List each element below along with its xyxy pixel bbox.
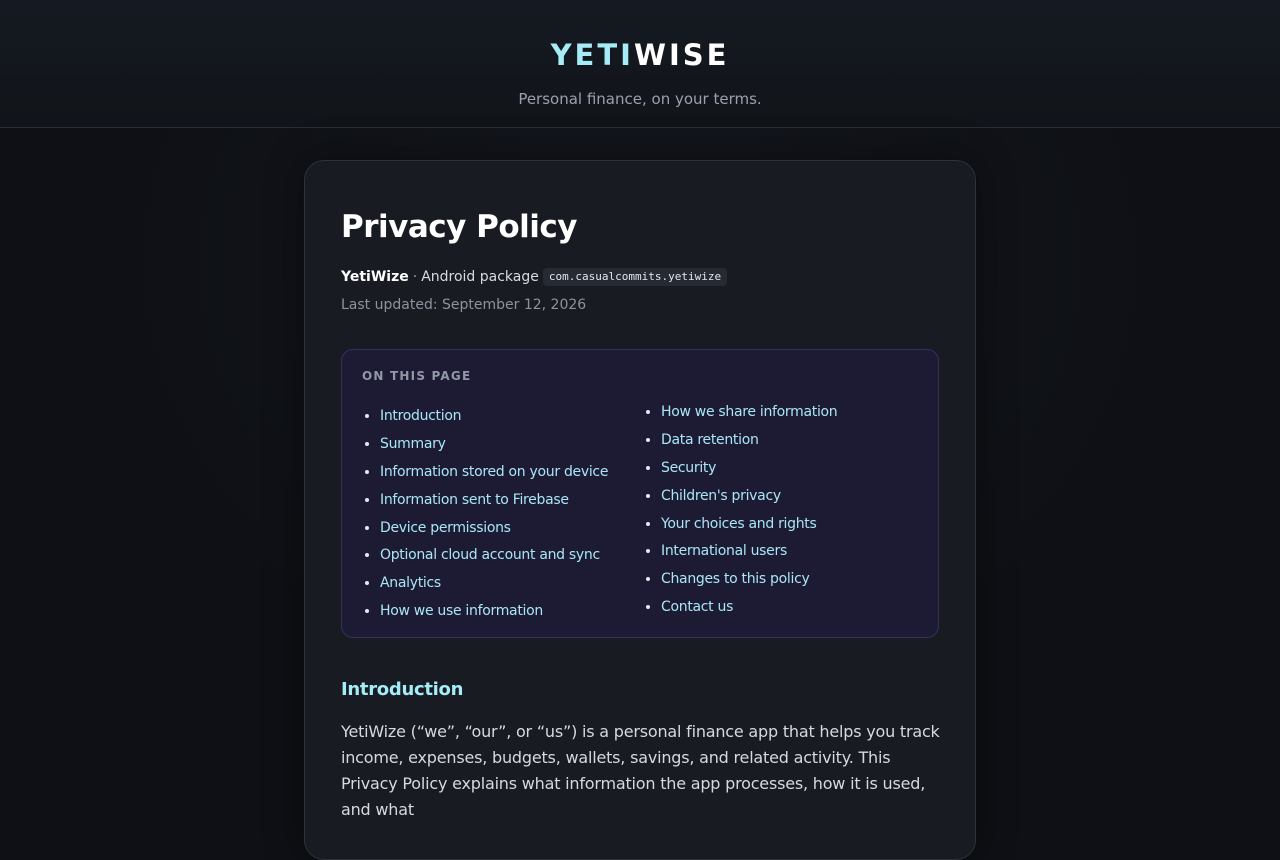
toc-heading: ON THIS PAGE bbox=[362, 369, 472, 383]
toc-item bbox=[661, 594, 837, 622]
app-name: YetiWize bbox=[341, 269, 409, 285]
toc-item bbox=[380, 598, 608, 626]
page-body bbox=[0, 128, 1280, 819]
package-label: Android package bbox=[421, 269, 539, 285]
toc-item bbox=[661, 538, 837, 566]
toc-link-international-users[interactable]: International users bbox=[661, 543, 787, 560]
policy-card bbox=[304, 160, 976, 860]
toc-link-introduction[interactable]: Introduction bbox=[380, 408, 462, 424]
toc-link-how-we-share-information[interactable]: How we share information bbox=[661, 404, 838, 420]
toc-item bbox=[661, 511, 837, 539]
toc-link-optional-cloud-account[interactable]: Optional cloud account and sync bbox=[380, 547, 600, 564]
page-title: Privacy Policy bbox=[341, 209, 577, 245]
toc-item bbox=[380, 431, 608, 459]
tagline: Personal finance, on your terms. bbox=[518, 90, 762, 108]
toc-link-childrens-privacy[interactable]: Children's privacy bbox=[661, 487, 781, 504]
site-header bbox=[0, 0, 1280, 128]
toc-link-your-choices-and-rights[interactable]: Your choices and rights bbox=[661, 515, 817, 532]
toc-link-changes-to-this-policy[interactable]: Changes to this policy bbox=[661, 571, 810, 588]
toc-link-security[interactable]: Security bbox=[661, 459, 717, 476]
toc-link-analytics[interactable]: Analytics bbox=[380, 575, 441, 592]
toc-link-how-we-use-information[interactable]: How we use information bbox=[380, 603, 543, 620]
section-heading-introduction: Introduction bbox=[341, 679, 464, 700]
table-of-contents bbox=[341, 349, 939, 638]
toc-item bbox=[380, 403, 608, 431]
brand-logo-part2: WISE bbox=[633, 38, 730, 72]
toc-item bbox=[661, 483, 837, 511]
meta-separator: · bbox=[412, 269, 418, 285]
brand-logo[interactable] bbox=[0, 38, 1280, 72]
toc-item bbox=[661, 566, 837, 594]
package-id: com.casualcommits.yetiwize bbox=[543, 268, 727, 286]
toc-item bbox=[380, 459, 608, 487]
toc-link-information-sent-to-firebase[interactable]: Information sent to Firebase bbox=[380, 491, 569, 508]
toc-item bbox=[661, 399, 837, 427]
toc-item bbox=[380, 542, 608, 570]
toc-column-1 bbox=[362, 403, 608, 626]
toc-item bbox=[380, 487, 608, 515]
toc-item bbox=[661, 455, 837, 483]
section-body-introduction: YetiWize (“we”, “our”, or “us”) is a personal finance app that helps you track income, expenses, budgets, wallets, savings, and related activity. This Privacy Policy explains what information the app processes, how it is used, and what bbox=[341, 722, 940, 819]
toc-link-summary[interactable]: Summary bbox=[380, 435, 446, 452]
toc-link-device-permissions[interactable]: Device permissions bbox=[380, 519, 511, 536]
toc-link-information-stored-on-device[interactable]: Information stored on your device bbox=[380, 463, 609, 480]
toc-item bbox=[380, 570, 608, 598]
toc-link-data-retention[interactable]: Data retention bbox=[661, 431, 759, 448]
toc-column-2 bbox=[643, 399, 837, 622]
toc-item bbox=[661, 427, 837, 455]
app-meta bbox=[341, 268, 939, 286]
last-updated: Last updated: September 12, 2026 bbox=[341, 297, 587, 313]
brand-logo-part1: YETI bbox=[550, 38, 634, 72]
toc-link-contact-us[interactable]: Contact us bbox=[661, 599, 734, 616]
toc-item bbox=[380, 515, 608, 543]
